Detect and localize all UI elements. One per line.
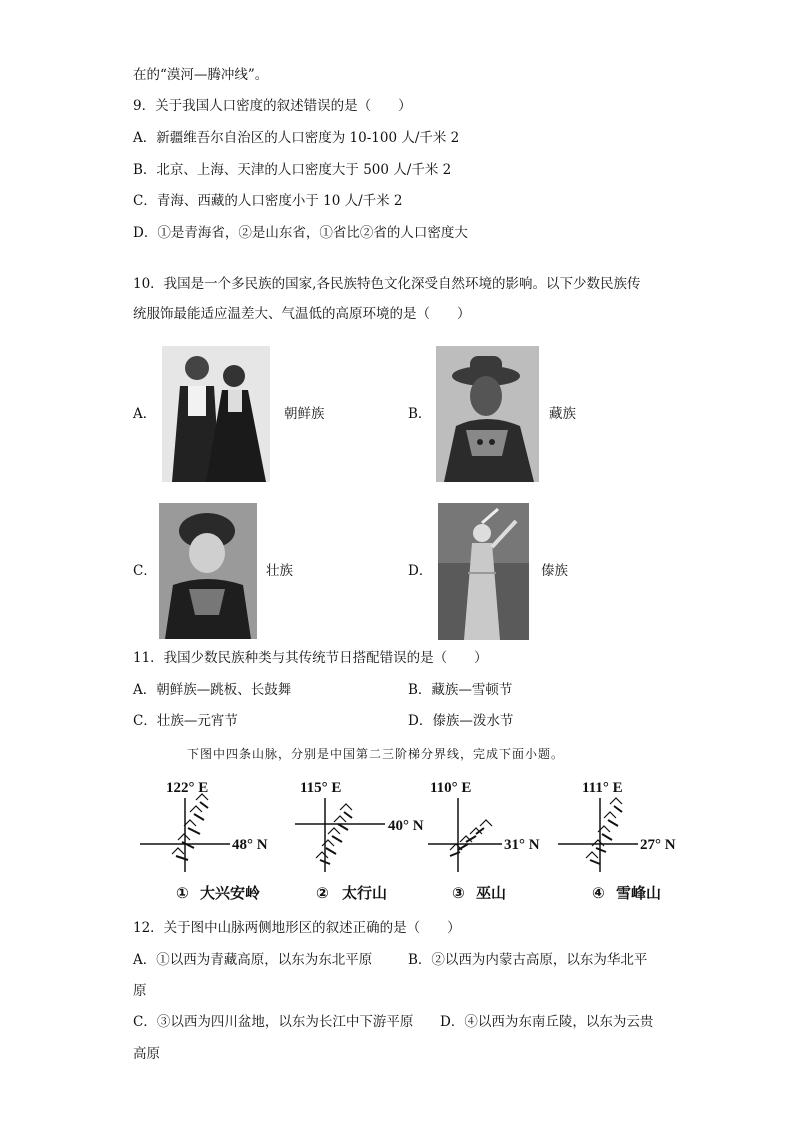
map-panel-4-num: ④ bbox=[592, 884, 605, 902]
q10-option-a-letter: A． bbox=[133, 406, 157, 422]
map-panel-4-lon: 111° E bbox=[582, 780, 623, 796]
map-panel-3-lat: 31° N bbox=[504, 837, 540, 853]
map-panel-1-num: ① bbox=[176, 884, 189, 902]
map-panel-1-lon: 122° E bbox=[166, 780, 209, 796]
q9-option-a: A．新疆维吾尔自治区的人口密度为 10-100 人/千米 2 bbox=[133, 130, 460, 146]
map-panel-2-lon: 115° E bbox=[300, 780, 342, 796]
map-panel-3-name: 巫山 bbox=[476, 884, 507, 902]
q12-option-b-cont: 原 bbox=[133, 983, 147, 999]
map-panel-2-lat: 40° N bbox=[388, 818, 424, 834]
q11-option-a: A．朝鲜族—跳板、长鼓舞 bbox=[133, 682, 292, 698]
question-12: 12．关于图中山脉两侧地形区的叙述正确的是（ ） bbox=[133, 920, 461, 936]
zhuang-costume-photo bbox=[159, 503, 257, 639]
q10-option-a-name: 朝鲜族 bbox=[284, 406, 325, 422]
q9-option-b: B．北京、上海、天津的人口密度大于 500 人/千米 2 bbox=[133, 162, 452, 178]
map-panel-4-lat: 27° N bbox=[640, 837, 676, 853]
q12-option-c: C．③以西为四川盆地，以东为长江中下游平原 bbox=[133, 1014, 414, 1030]
question-9: 9．关于我国人口密度的叙述错误的是（ ） bbox=[133, 98, 412, 114]
map-panel-4-name: 雪峰山 bbox=[616, 884, 662, 902]
text-line: 在的“漠河—腾冲线”。 bbox=[133, 67, 269, 83]
map-panel-4 bbox=[558, 780, 676, 902]
q10-option-c-name: 壮族 bbox=[266, 563, 293, 579]
question-10-line1: 10．我国是一个多民族的国家,各民族特色文化深受自然环境的影响。以下少数民族传 bbox=[133, 276, 641, 292]
q9-option-c: C．青海、西藏的人口密度小于 10 人/千米 2 bbox=[133, 193, 403, 209]
q10-option-d-letter: D． bbox=[408, 563, 433, 579]
map-intro: 下图中四条山脉，分别是中国第二三阶梯分界线，完成下面小题。 bbox=[187, 747, 565, 761]
dai-costume-photo bbox=[438, 503, 529, 640]
map-panel-2-name: 太行山 bbox=[342, 884, 388, 902]
mountain-ranges-figure bbox=[130, 772, 690, 908]
map-panel-2-num: ② bbox=[316, 884, 329, 902]
korean-costume-photo bbox=[162, 346, 270, 482]
q11-option-c: C．壮族—元宵节 bbox=[133, 713, 238, 729]
map-panel-1-name: 大兴安岭 bbox=[200, 884, 261, 902]
q12-option-a: A．①以西为青藏高原，以东为东北平原 bbox=[133, 952, 373, 968]
map-panel-1 bbox=[140, 780, 268, 902]
question-11: 11．我国少数民族种类与其传统节日搭配错误的是（ ） bbox=[133, 650, 488, 666]
q10-option-b-letter: B． bbox=[408, 406, 432, 422]
q12-option-b: B．②以西为内蒙古高原，以东为华北平 bbox=[408, 952, 648, 968]
q10-option-d-name: 傣族 bbox=[541, 563, 568, 579]
q12-option-d-cont: 高原 bbox=[133, 1046, 160, 1062]
map-panel-3-lon: 110° E bbox=[430, 780, 472, 796]
map-panel-3-num: ③ bbox=[452, 884, 465, 902]
q11-option-d: D．傣族—泼水节 bbox=[408, 713, 514, 729]
q11-option-b: B．藏族—雪顿节 bbox=[408, 682, 513, 698]
question-10-line2: 统服饰最能适应温差大、气温低的高原环境的是（ ） bbox=[133, 306, 471, 322]
tibetan-costume-photo bbox=[436, 346, 539, 482]
q10-option-b-name: 藏族 bbox=[549, 406, 576, 422]
q10-option-c-letter: C． bbox=[133, 563, 157, 579]
map-panel-2 bbox=[295, 780, 424, 902]
map-panel-3 bbox=[428, 780, 540, 902]
q12-option-d: D．④以西为东南丘陵，以东为云贵 bbox=[440, 1014, 654, 1030]
q9-option-d: D．①是青海省，②是山东省，①省比②省的人口密度大 bbox=[133, 225, 468, 241]
map-panel-1-lat: 48° N bbox=[232, 837, 268, 853]
